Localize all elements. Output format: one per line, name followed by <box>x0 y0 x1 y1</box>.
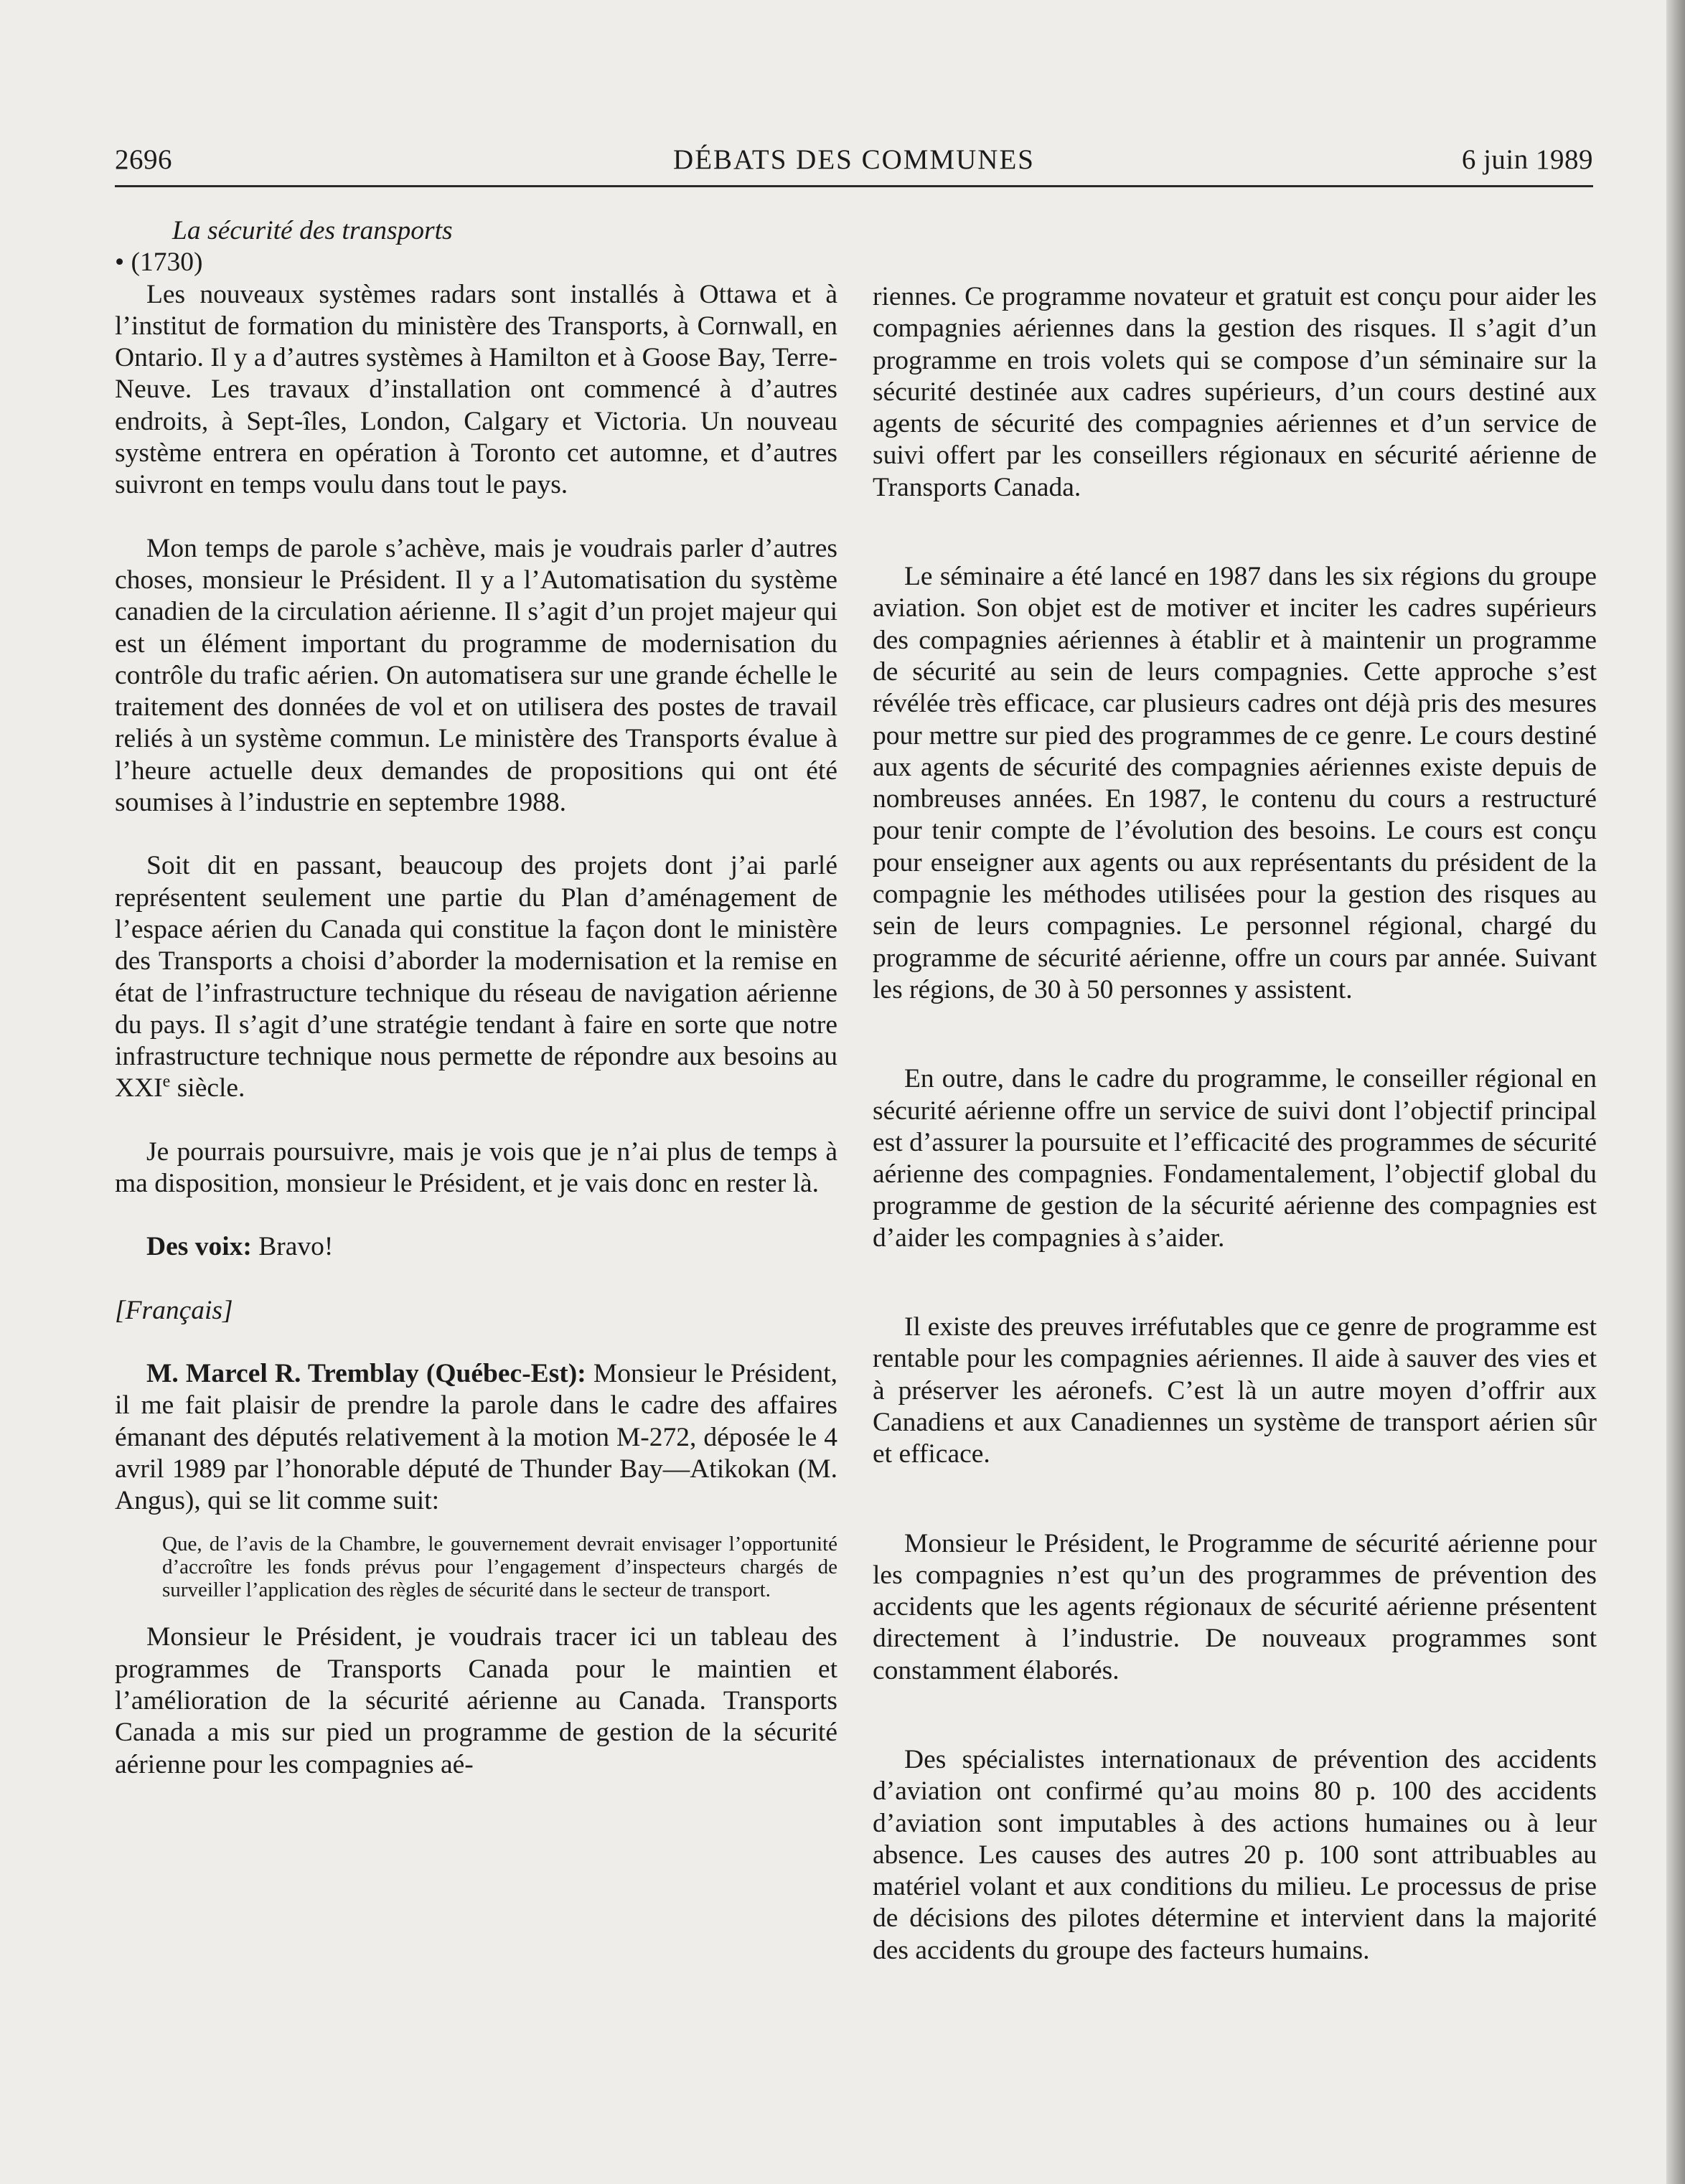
language-tag: [Français] <box>115 1295 233 1325</box>
paragraph: Le séminaire a été lancé en 1987 dans les six régions du groupe aviation. Son objet est de motiver et inciter les cadres supérieurs des compagnies aériennes à établir et à maintenir un programme de sécurité au sein de leurs compagnies. Cette approche s’est révélée très efficace, car plusieurs cadres ont déjà pris des mesures pour mettre sur pied des programmes de ce genre. Le cours destiné aux agents de sécurité des compagnies aériennes existe depuis de nombreuses années. En 1987, le contenu du cours a restructuré pour tenir compte de l’évolution des besoins. Le cours est conçu pour enseigner aux agents ou aux représentants du président de la compagnie les méthodes utilisées pour la gestion des risques au sein de leurs compagnies. Le personnel régional, chargé du programme de sécurité aérienne, offre un cours par année. Suivant les régions, de 30 à 50 personnes y assistent. <box>873 562 1597 1004</box>
paragraph: Monsieur le Président, le Programme de sécurité aérienne pour les compagnies n’est qu’un des programmes de prévention des accidents que les agents régionaux de sécurité aérienne présentent directement à l’industrie. De nouveaux programmes sont constamment élaborés. <box>873 1528 1597 1685</box>
paragraph: Il existe des preuves irréfutables que ce genre de programme est rentable pour les compagnies aériennes. Il aide à sauver des vies et à préserver les aéronefs. C’est là un autre moyen d’offrir aux Canadiens et aux Canadiennes un système de transport aérien sûr et efficace. <box>873 1312 1597 1469</box>
page-header <box>115 143 1593 187</box>
right-column <box>873 215 1597 1967</box>
speaker-paragraph: M. Marcel R. Tremblay (Québec-Est): Monsieur le Président, il me fait plaisir de prendre la parole dans le cadre des affaires émanant des députés relativement à la motion M-272, déposée le 4 avril 1989 par l’honorable député de Thunder Bay—Atikokan (M. Angus), qui se lit comme suit: <box>115 1358 837 1516</box>
motion-quote: Que, de l’avis de la Chambre, le gouvernement devrait envisager l’opportunité d’accroître les fonds prévus pour l’engagement d’inspecteurs chargés de surveiller l’application des règles de sécurité dans le secteur de transport. <box>162 1533 837 1602</box>
paragraph: Je pourrais poursuivre, mais je vois que je n’ai plus de temps à ma disposition, monsieur le Président, et je vais donc en rester là. <box>115 1136 837 1199</box>
header-rule <box>115 185 1593 187</box>
paragraph: Les nouveaux systèmes radars sont installés à Ottawa et à l’institut de formation du ministère des Transports, à Cornwall, en Ontario. Il y a d’autres systèmes à Hamilton et à Goose Bay, Terre-Neuve. Les travaux d’installation ont commencé à d’autres endroits, à Sept-îles, London, Calgary et Victoria. Un nouveau système entrera en opération à Toronto cet automne, et d’autres suivront en temps voulu dans tout le pays. <box>115 279 837 500</box>
section-title: La sécurité des transports <box>172 216 453 245</box>
speaker-line: Des voix: Bravo! <box>146 1232 334 1262</box>
speaker-name: M. Marcel R. Tremblay (Québec-Est): <box>146 1358 586 1388</box>
left-column <box>115 215 837 1781</box>
paragraph: En outre, dans le cadre du programme, le conseiller régional en sécurité aérienne offre un service de suivi dont l’objectif principal est d’assurer la poursuite et l’efficacité des programmes de sécurité aérienne des compagnies. Fondamentalement, l’objectif global du programme de gestion de la sécurité aérienne des compagnies est d’aider les compagnies à s’aider. <box>873 1064 1597 1253</box>
timestamp: • (1730) <box>115 248 203 278</box>
paragraph: Monsieur le Président, je voudrais tracer ici un tableau des programmes de Transports Canada pour le maintien et l’amélioration de la sécurité aérienne au Canada. Transports Canada a mis sur pied un programme de gestion de la sécurité aérienne pour les compagnies aé- <box>115 1622 837 1779</box>
paragraph: riennes. Ce programme novateur et gratuit est conçu pour aider les compagnies aériennes dans la gestion des risques. Il s’agit d’un programme en trois volets qui se compose d’un séminaire sur la sécurité destinée aux cadres supérieurs, d’un cours destiné aux agents de sécurité des compagnies aériennes et d’un service de suivi offert par les conseillers régionaux en sécurité aérienne de Transports Canada. <box>873 282 1597 502</box>
speaker-label: Des voix: <box>146 1232 252 1262</box>
page-number: 2696 <box>115 144 172 175</box>
paragraph: Des spécialistes internationaux de prévention des accidents d’aviation ont confirmé qu’au moins 80 p. 100 des accidents d’aviation sont imputables à des actions humaines ou à leur absence. Les causes des autres 20 p. 100 sont attribuables au matériel volant et aux conditions du milieu. Le processus de prise de décisions des pilotes détermine et intervient dans la majorité des accidents du groupe des facteurs humains. <box>873 1744 1597 1965</box>
paragraph: Soit dit en passant, beaucoup des projets dont j’ai parlé représentent seulement une partie du Plan d’aménagement de l’espace aérien du Canada qui constitue la façon dont le ministère des Transports a choisi d’aborder la modernisation et la remise en état de l’infrastructure technique du réseau de navigation aérienne du pays. Il s’agit d’une stratégie tendant à faire en sorte que notre infrastructure technique nous permette de répondre aux besoins au XXIe siècle. <box>115 851 837 1103</box>
superscript: e <box>162 1072 171 1091</box>
publication-title: DÉBATS DES COMMUNES <box>673 144 1035 175</box>
scan-edge-shadow <box>1666 0 1685 2184</box>
page-date: 6 juin 1989 <box>1461 144 1593 175</box>
paragraph: Mon temps de parole s’achève, mais je voudrais parler d’autres choses, monsieur le Président. Il y a l’Automatisation du système canadien de la circulation aérienne. Il s’agit d’un projet majeur qui est un élément important du programme de modernisation du contrôle du trafic aérien. On automatisera sur une grande échelle le traitement des données de vol et on utilisera des postes de travail reliés à un système commun. Le ministère des Transports évalue à l’heure actuelle deux demandes de propositions qui ont été soumises à l’industrie en septembre 1988. <box>115 533 837 818</box>
